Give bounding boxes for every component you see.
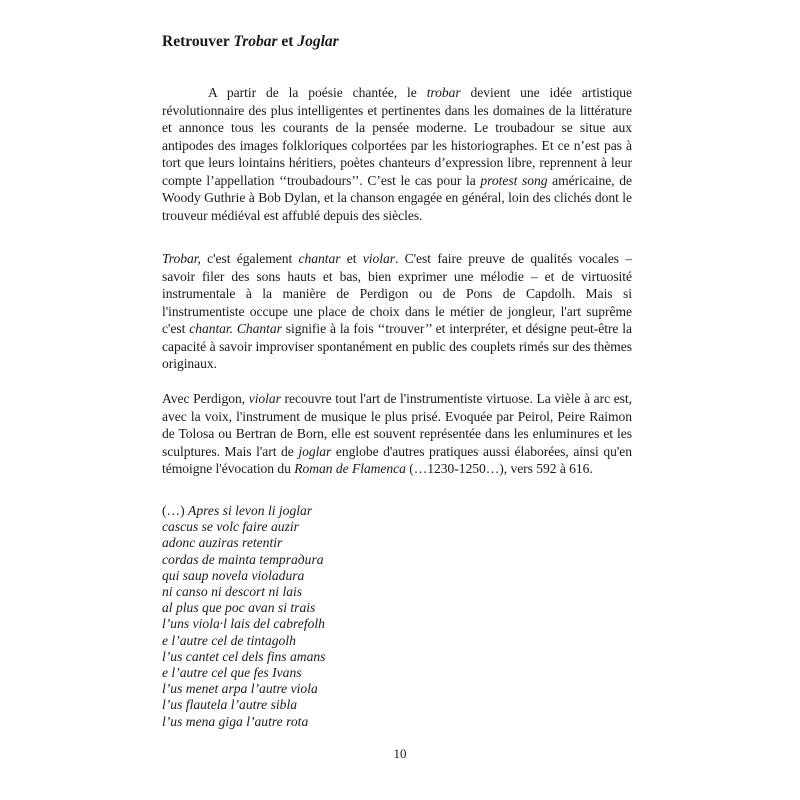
p3-text-a: Avec Perdigon, [162, 391, 249, 406]
page-number: 10 [393, 746, 407, 761]
verse-line-text: Apres si levon li joglar [188, 503, 313, 518]
p3-text-e: englobe d'autres pratiques aussi élaborées, ainsi qu'en témoigne l'évocation du [162, 443, 632, 476]
verse-line [162, 503, 325, 519]
verse-quotation [162, 503, 325, 730]
p2-text-f: . C'est faire preuve de qualités vocales – savoir filer des sons hauts et bas, bien exprimer une mélodie – et de virtuosité instrumentale à la manière de Perdigon ou de Pons de Capdolh. Mais si l'instrumentiste occupe une place de choix dans le métier de jongleur, l'art suprême c'est [162, 251, 632, 336]
p3-text-g: (…1230-1250…), vers 592 à 616. [405, 461, 593, 476]
section-heading [162, 33, 339, 51]
p1-term-protest-song: protest song [480, 172, 548, 188]
p2-text-j: signifie à la fois ‘‘trouver’’ et interpréter, et désigne peut-être la capacité à savoir improviser spontanément en public des couplets rimés sur des thèmes originaux. [162, 321, 632, 371]
p3-term-joglar: joglar [298, 443, 332, 459]
heading-prefix: Retrouver [162, 33, 234, 50]
verse-line: l’us flautela l’autre sibla [162, 697, 298, 713]
heading-term-joglar: Joglar [297, 33, 339, 50]
verse-ellipsis-prefix: (…) [162, 503, 189, 518]
p1-text-c: devient une idée artistique révolutionnaire des plus intelligentes et pertinentes dans les domaines de la littérature et annonce tous les courants de la pensée moderne. Le troubadour se situe aux antipodes des images folkloriques colportées par les historiographes. Et ce n’est pas à tort que leurs lointains héritiers, poètes chanteurs d’expression libre, reprennent à leur compte l’appellation ‘‘troubadours’’. C’est le cas pour la [162, 85, 632, 188]
heading-term-trobar: Trobar [233, 33, 278, 50]
p2-term-chantar: chantar [298, 251, 341, 266]
p2-term-chantar-3: Chantar [236, 321, 282, 336]
verse-line: al plus que poc avan si trais [162, 600, 316, 616]
verse-line: l’us menet arpa l’autre viola [162, 681, 318, 697]
p1-text-e: américaine, de Woody Guthrie à Bob Dylan, et la chanson engagée en général, loin des clichés dont le trouveur médiéval est affublé depuis des siècles. [162, 172, 632, 223]
heading-conjunction: et [277, 33, 298, 50]
verse-line: qui saup novela violadura [162, 567, 305, 583]
verse-line: l’us mena giga l’autre rota [162, 713, 309, 729]
paragraph-2 [162, 250, 632, 373]
p2-term-violar: violar [362, 251, 395, 266]
p2-term-chantar-2: chantar. [189, 321, 233, 336]
verse-line: e l’autre cel de tintagolh [162, 632, 296, 648]
p1-text-a: A partir de la poésie chantée, le [208, 85, 427, 100]
verse-line: cascus se volc faire auzir [162, 519, 299, 535]
verse-line: ni canso ni descort ni lais [162, 584, 303, 600]
p1-term-trobar: trobar [426, 85, 461, 100]
p3-term-violar: violar [248, 391, 281, 406]
verse-line: l’uns viola·l lais del cabrefolh [162, 616, 325, 632]
verse-line: e l’autre cel que fes Ivans [162, 665, 302, 681]
p3-text-c: recouvre tout l'art de l'instrumentiste virtuose. La vièle à arc est, avec la voix, l'instrument de musique le plus prisé. Evoquée par Peirol, Peire Raimon de Tolosa ou Bertran de Born, elle est souvent représentée dans les enluminures et les sculptures. Mais l'art de [162, 391, 632, 459]
p2-text-d: et [340, 251, 363, 266]
p3-title-flamenca: Roman de Flamenca [294, 461, 406, 476]
paragraph-1 [162, 84, 632, 224]
p2-term-trobar: Trobar, [162, 251, 201, 266]
paragraph-3 [162, 390, 632, 478]
verse-line: adonc auziras retentir [162, 535, 283, 551]
verse-line: cordas de mainta temprадura [162, 551, 324, 567]
verse-line: l’us cantet cel dels fins amans [162, 648, 326, 664]
p2-text-b: c'est également [200, 251, 299, 266]
